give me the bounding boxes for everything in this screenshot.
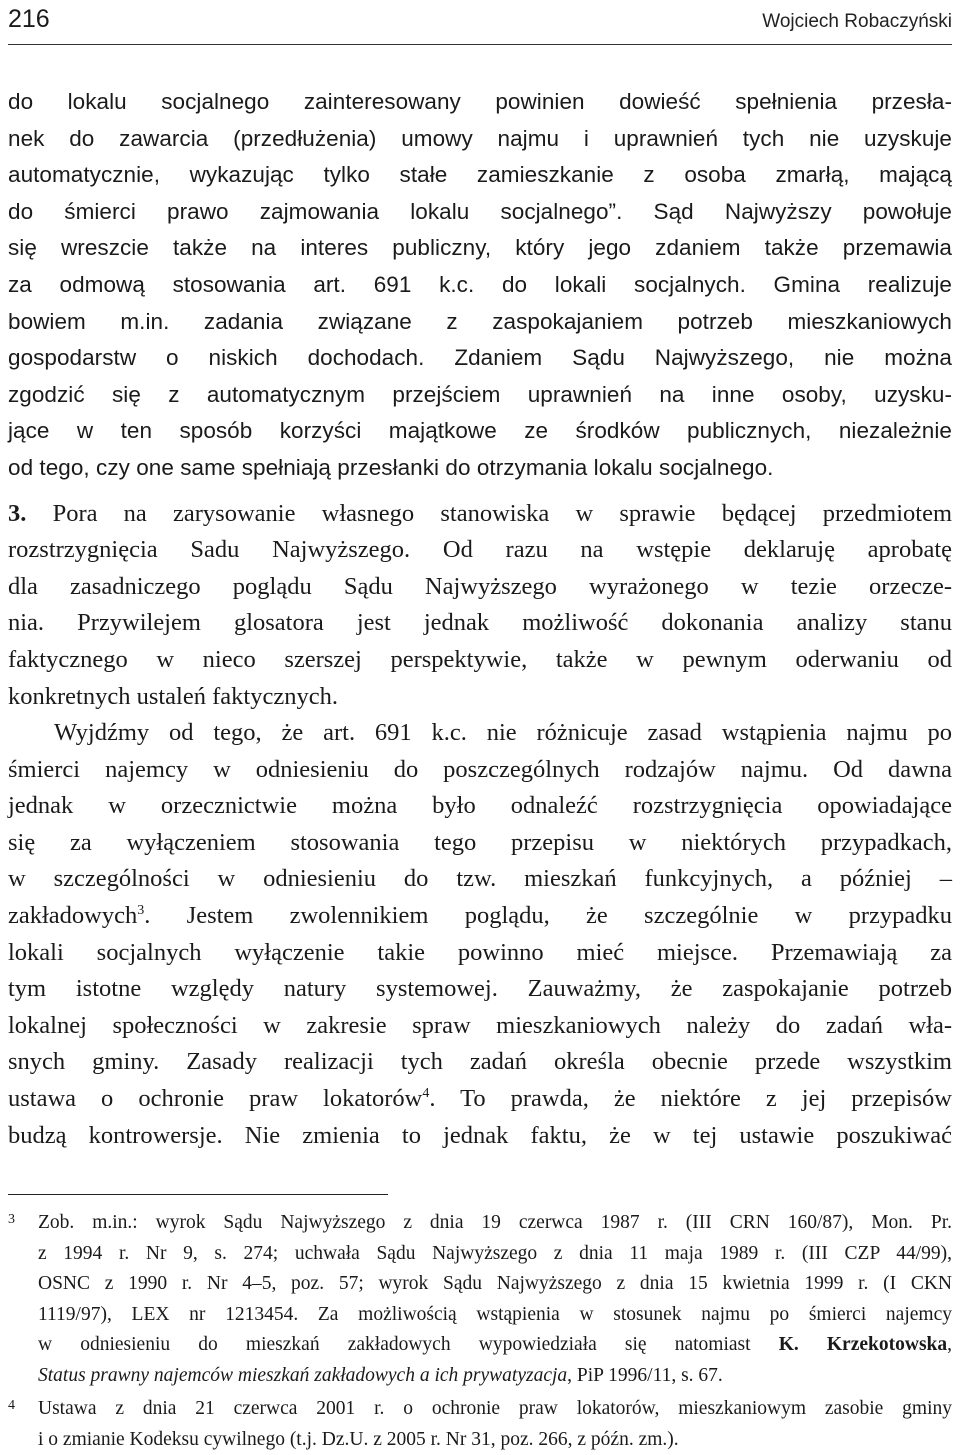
text-line: za odmową stosowania art. 691 k.c. do lokali socjalnych. Gmina realizuje — [8, 271, 952, 297]
footnote-line: Ustawa z dnia 21 czerwca 2001 r. o ochronie praw lokatorów, mieszkaniowym zasobie gminy — [38, 1398, 952, 1419]
text-line: tym istotne względy natury systemowej. Zauważmy, że zaspokajanie potrzeb — [8, 975, 952, 1003]
text-run: ustawa o ochronie praw lokatorów — [8, 1085, 423, 1113]
text-line: śmierci najemcy w odniesieniu do poszczególnych rodzajów najmu. Od dawna — [8, 755, 952, 783]
text-run: , PiP 1996/11, s. 67. — [567, 1364, 723, 1386]
footnote-mark: 4 — [8, 1398, 15, 1413]
text-line: automatycznie, wykazując tylko stałe zamieszkanie z osoba zmarłą, mającą — [8, 162, 952, 188]
text-line: gospodarstw o niskich dochodach. Zdaniem Sądu Najwyższego, nie można — [8, 345, 952, 371]
footnote-line — [38, 1361, 952, 1392]
footnote-ref-4[interactable]: 4 — [422, 1086, 430, 1102]
text-line: snych gminy. Zasady realizacji tych zadań określa obecnie przede wszystkim — [8, 1048, 952, 1076]
text-line: konkretnych ustaleń faktycznych. — [8, 682, 338, 710]
text-line — [8, 496, 952, 533]
footnote-line: OSNC z 1990 r. Nr 4–5, poz. 57; wyrok Sądu Najwyższego z dnia 15 kwietnia 1999 r. (I CKN — [38, 1273, 952, 1294]
footnote-line: 1119/97), LEX nr 1213454. Za możliwością wstąpienia w stosunek najmu po śmierci najemcy — [38, 1303, 952, 1325]
footnote-3 — [8, 1208, 952, 1391]
text-run: . Jestem zwolennikiem poglądu, że szczególnie w przypadku — [144, 902, 952, 930]
text-line: jące w ten sposób korzyści majątkowe ze środków publicznych, niezależnie — [8, 418, 952, 444]
text-line: do śmierci prawo zajmowania lokalu socjalnego”. Sąd Najwyższy powołuje — [8, 198, 952, 224]
text-line: nia. Przywilejem glosatora jest jednak możliwość dokonania analizy stanu — [8, 609, 952, 637]
text-line: do lokalu socjalnego zainteresowany powinien dowieść spełnienia przesła- — [8, 89, 952, 114]
text-run: zakładowych — [8, 902, 138, 930]
text-line: dla zasadniczego poglądu Sądu Najwyższego wyrażonego w tezie orzecze- — [8, 572, 952, 600]
text-line: zgodzić się z automatycznym przejściem uprawnień na inne osoby, uzysku- — [8, 381, 952, 407]
header-rule — [8, 44, 952, 45]
footnote-ref-3[interactable]: 3 — [137, 903, 145, 919]
text-line: się za wyłączeniem stosowania tego przepisu w niektórych przypadkach, — [8, 828, 952, 856]
paragraph-3 — [8, 715, 952, 1154]
footnote-separator — [8, 1194, 388, 1195]
footnote-line: i o zmianie Kodeksu cywilnego (t.j. Dz.U. z 2005 r. Nr 31, poz. 266, z późn. zm.). — [38, 1428, 679, 1450]
running-head-author: Wojciech Robaczyński — [762, 11, 952, 32]
footnote-line: Zob. m.in.: wyrok Sądu Najwyższego z dnia 19 czerwca 1987 r. (III CRN 160/87), Mon. Pr. — [38, 1212, 952, 1233]
text-line: lokali socjalnych wyłączenie takie powinno mieć miejsce. Przemawiają za — [8, 938, 952, 966]
paragraph-2 — [8, 496, 952, 716]
text-run: w odniesieniu do mieszkań zakładowych wypowiedziała się natomiast — [38, 1334, 779, 1355]
text-line — [8, 898, 952, 935]
text-line: rozstrzygnięcia Sadu Najwyższego. Od razu na wstępie deklaruję aprobatę — [8, 536, 952, 564]
cited-title: Status prawny najemców mieszkań zakładowych a ich prywatyzacja — [38, 1364, 568, 1386]
footnote-4 — [8, 1394, 952, 1455]
text-run: Pora na zarysowanie własnego stanowiska w sprawie będącej przedmiotem — [26, 499, 952, 527]
body-text — [8, 84, 952, 1154]
text-line: budzą kontrowersje. Nie zmienia to jednak faktu, że w tej ustawie poszukiwać — [8, 1121, 952, 1149]
paragraph-1 — [8, 84, 952, 487]
text-line: Wyjdźmy od tego, że art. 691 k.c. nie różnicuje zasad wstąpienia najmu po — [54, 719, 952, 747]
page-number: 216 — [8, 5, 50, 33]
footnote-line: z 1994 r. Nr 9, s. 274; uchwała Sądu Najwyższego z dnia 11 maja 1989 r. (III CZP 44/99), — [38, 1242, 952, 1264]
cited-author: K. Krzekotowska — [778, 1334, 948, 1355]
text-line: się wreszcie także na interes publiczny, który jego zdaniem także przemawia — [8, 235, 952, 261]
page-header — [8, 2, 952, 42]
text-run: . To prawda, że niektóre z jej przepisów — [429, 1085, 952, 1113]
text-line: faktycznego w nieco szerszej perspektywie, także w pewnym oderwaniu od — [8, 645, 952, 673]
footnotes — [8, 1208, 952, 1455]
footnote-mark: 3 — [8, 1212, 15, 1227]
footnote-line — [38, 1330, 952, 1361]
text-run: , — [947, 1334, 953, 1355]
text-line: bowiem m.in. zadania związane z zaspokajaniem potrzeb mieszkaniowych — [8, 308, 952, 334]
text-line: nek do zawarcia (przedłużenia) umowy najmu i uprawnień tych nie uzyskuje — [8, 125, 952, 151]
section-number: 3. — [8, 499, 27, 527]
text-line: w szczególności w odniesieniu do tzw. mieszkań funkcyjnych, a później – — [8, 865, 952, 893]
text-line: lokalnej społeczności w zakresie spraw mieszkaniowych należy do zadań wła- — [8, 1011, 952, 1039]
text-line: jednak w orzecznictwie można było odnaleźć rozstrzygnięcia opowiadające — [8, 792, 952, 820]
text-line: od tego, czy one same spełniają przesłanki do otrzymania lokalu socjalnego. — [8, 454, 774, 480]
text-line — [8, 1081, 952, 1118]
